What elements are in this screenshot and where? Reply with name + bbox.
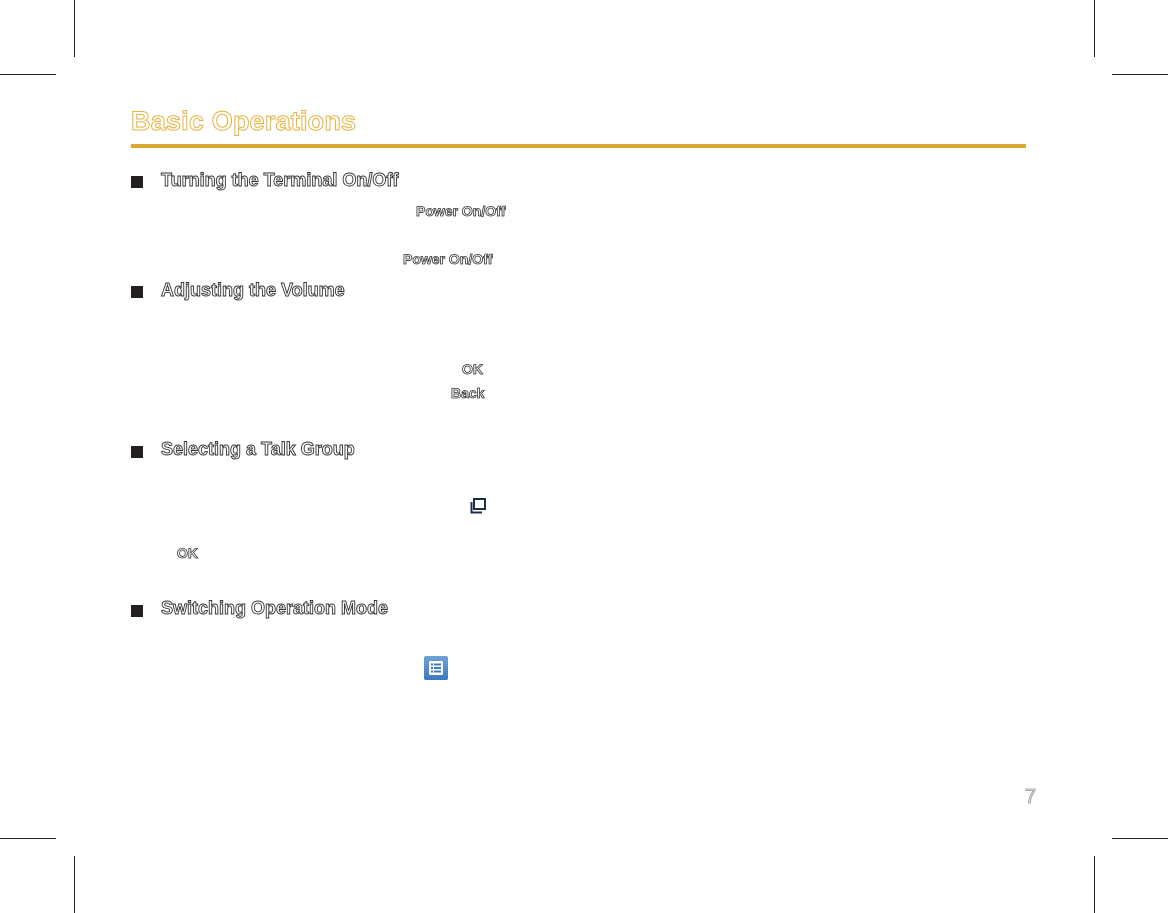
bullet-square-icon xyxy=(131,286,143,298)
section-heading-selecting-talk-group: Selecting a Talk Group xyxy=(161,439,355,459)
keyword-power-on-off: Power On/Off xyxy=(416,203,506,219)
list-menu-icon xyxy=(424,656,448,680)
copy-icon xyxy=(470,498,487,514)
bullet-square-icon xyxy=(131,446,143,458)
keyword-ok: OK xyxy=(177,545,198,561)
page-number: 7 xyxy=(1025,786,1037,808)
crop-mark xyxy=(1094,856,1095,913)
section-heading-switching-operation-mode: Switching Operation Mode xyxy=(161,598,389,618)
section-heading-adjusting-volume: Adjusting the Volume xyxy=(161,280,345,300)
title-rule xyxy=(131,144,1026,148)
crop-mark xyxy=(1112,74,1168,75)
crop-mark xyxy=(0,838,56,839)
bullet-square-icon xyxy=(131,176,143,188)
crop-mark xyxy=(0,74,56,75)
keyword-back: Back xyxy=(451,385,485,401)
keyword-ok: OK xyxy=(462,361,483,377)
crop-mark xyxy=(1094,0,1095,57)
keyword-power-on-off: Power On/Off xyxy=(403,251,493,267)
section-heading-turning-on-off: Turning the Terminal On/Off xyxy=(161,170,399,190)
page-title: Basic Operations xyxy=(131,106,357,136)
crop-mark xyxy=(74,856,75,913)
bullet-square-icon xyxy=(131,605,143,617)
crop-mark xyxy=(74,0,75,57)
crop-mark xyxy=(1112,838,1168,839)
